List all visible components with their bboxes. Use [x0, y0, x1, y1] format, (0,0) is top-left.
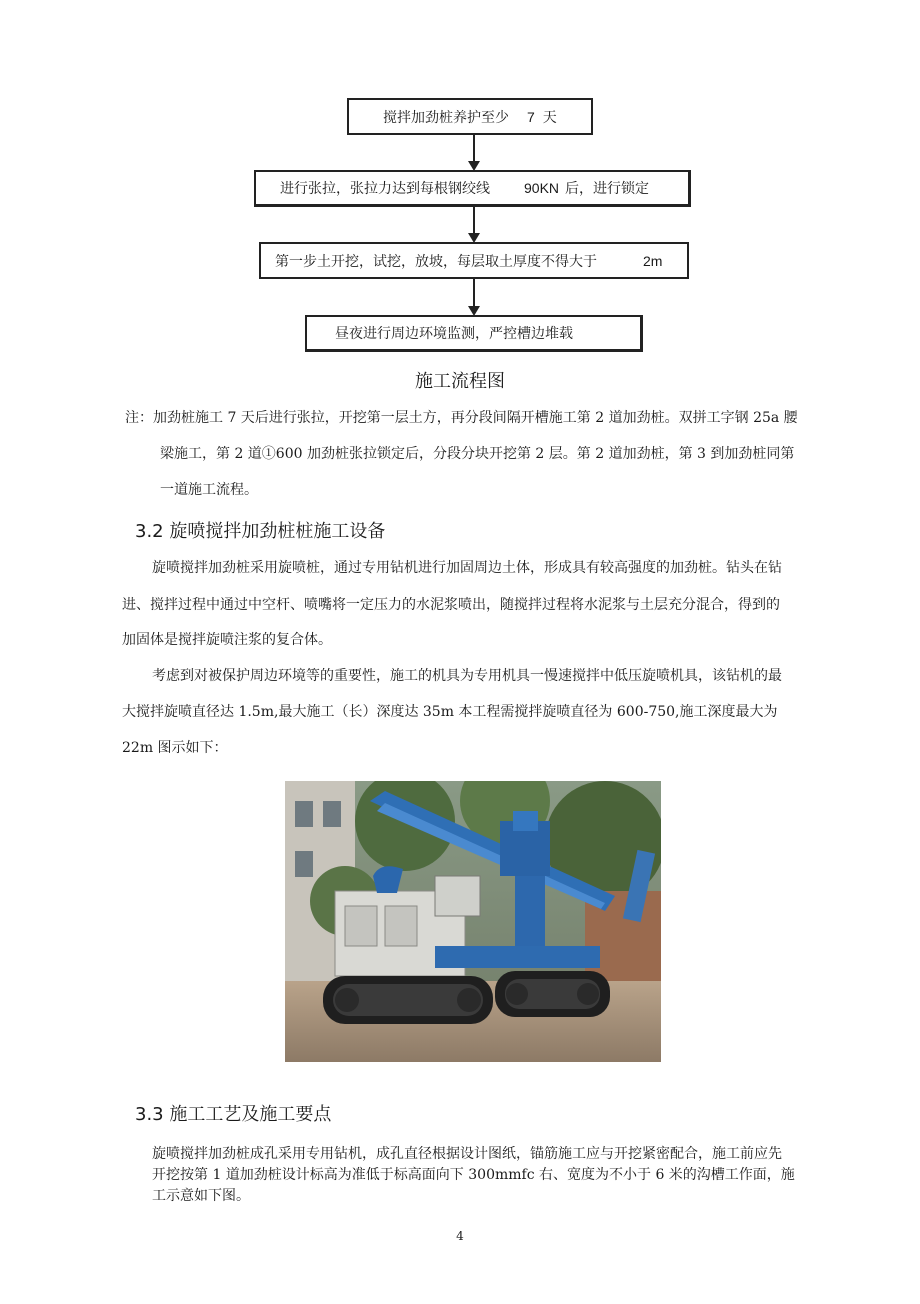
flow-arrow-2 [473, 207, 475, 241]
section-3-2-heading: 3.2 旋喷搅拌加劲桩桩施工设备 [135, 521, 386, 542]
note-line-2: 梁施工，第 2 道①600 加劲桩张拉锁定后，分段分块开挖第 2 层。第 2 道加劲桩，第 3 到加劲桩同第 [160, 446, 795, 462]
flow-step-3-text: 第一步土开挖，试挖，放坡，每层取土厚度不得大于 [275, 253, 597, 270]
note-line-1: 注：加劲桩施工 7 天后进行张拉，开挖第一层土方，再分段间隔开槽施工第 2 道加劲桩。双拼工字钢 25a 腰 [125, 410, 798, 426]
flow-step-4 [305, 315, 643, 352]
flow-step-1-text: 搅拌加劲桩养护至少 [383, 109, 509, 126]
flow-arrow-3 [473, 279, 475, 314]
flow-step-1-num: 7 [527, 108, 535, 125]
flow-step-4-text: 昼夜进行周边环境监测，严控槽边堆载 [335, 326, 573, 342]
section-3-2-p2-line-1: 考虑到对被保护周边环境等的重要性，施工的机具为专用机具一慢速搅拌中低压旋喷机具，该钻机的最 [152, 668, 782, 684]
flow-arrow-1 [473, 135, 475, 169]
flowchart-caption: 施工流程图 [415, 371, 505, 392]
page-number: 4 [456, 1229, 464, 1243]
flow-step-3-num: 2m [643, 252, 663, 269]
flow-step-1 [347, 98, 593, 135]
section-3-2-p2-line-2: 大搅拌旋喷直径达 1.5m,最大施工（长）深度达 35m 本工程需搅拌旋喷直径为 600-750,施工深度最大为 [122, 704, 778, 720]
flow-step-2-suffix: 后，进行锁定 [565, 181, 650, 197]
section-3-2-p1-line-1: 旋喷搅拌加劲桩采用旋喷桩，通过专用钻机进行加固周边土体，形成具有较高强度的加劲桩。钻头在钻 [152, 560, 782, 576]
note-line-3: 一道施工流程。 [160, 482, 258, 498]
section-3-2-p1-line-3: 加固体是搅拌旋喷注浆的复合体。 [122, 632, 332, 648]
section-3-3-p1-line-3: 工示意如下图。 [152, 1188, 250, 1204]
flow-step-3 [259, 242, 689, 279]
drilling-rig-photo [285, 781, 661, 1062]
flow-step-2 [254, 170, 691, 207]
section-3-3-p1-line-2: 开挖按第 1 道加劲桩设计标高为准低于标高面向下 300mmfc 右、宽度为不小于 6 米的沟槽工作面，施 [152, 1167, 795, 1183]
flow-step-1-unit: 天 [542, 109, 557, 126]
section-3-3-heading: 3.3 施工工艺及施工要点 [135, 1104, 332, 1125]
flow-step-2-text: 进行张拉，张拉力达到每根钢绞线 [280, 181, 490, 197]
section-3-2-p1-line-2: 进、搅拌过程中通过中空杆、喷嘴将一定压力的水泥浆喷出，随搅拌过程将水泥浆与土层充分混合，得到的 [122, 597, 780, 613]
section-3-2-p2-line-3: 22m 图示如下： [122, 740, 228, 756]
flow-step-2-num: 90KN [524, 180, 560, 196]
section-3-3-p1-line-1: 旋喷搅拌加劲桩成孔采用专用钻机，成孔直径根据设计图纸，锚筋施工应与开挖紧密配合，施工前应先 [152, 1146, 782, 1162]
